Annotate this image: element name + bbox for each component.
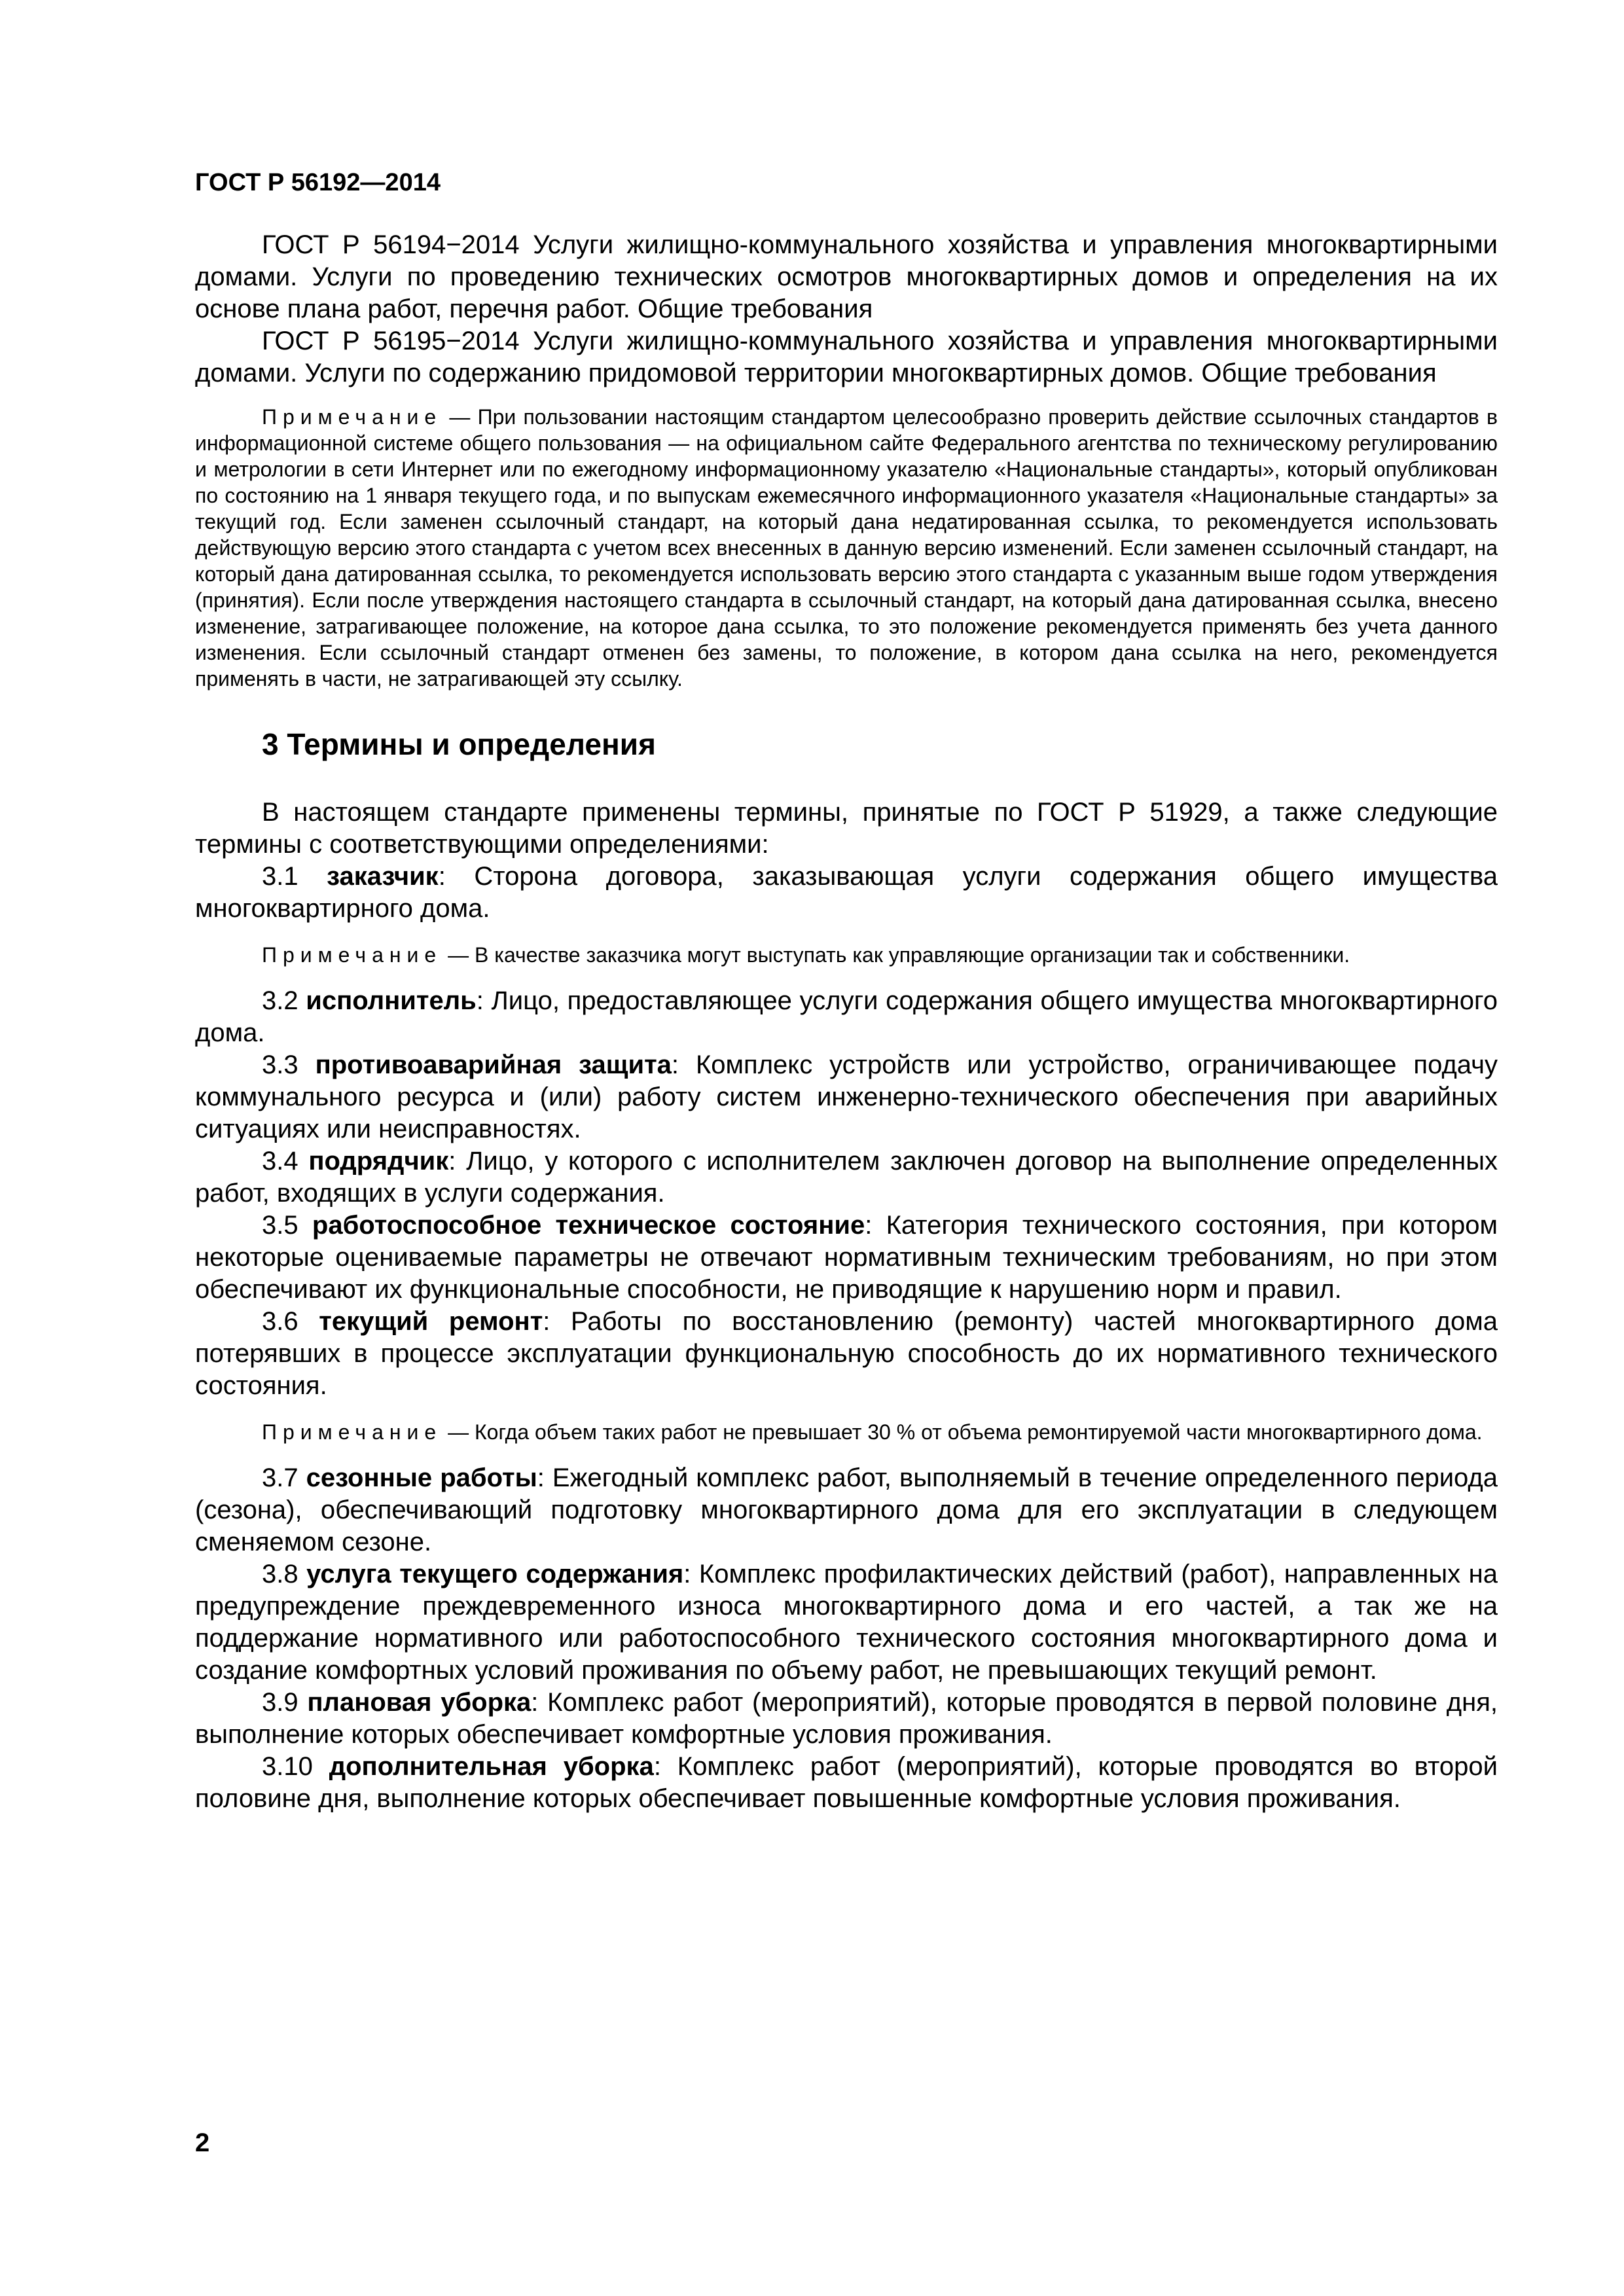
term-definition bbox=[195, 1306, 1498, 1402]
term-name: дополнительная уборка bbox=[329, 1752, 654, 1781]
term-name: исполнитель bbox=[306, 986, 477, 1015]
term-definition bbox=[195, 985, 1498, 1049]
note-label: Примечание bbox=[262, 405, 442, 429]
document-header: ГОСТ Р 56192—2014 bbox=[195, 169, 441, 196]
term-name: работоспособное техническое состояние bbox=[312, 1211, 865, 1240]
term-def: : Комплекс работ (мероприятий), которые проводятся во второй половине дня, выполнение которых обеспечивает повышенные комфортные условия проживания. bbox=[195, 1752, 1498, 1813]
term-definition bbox=[195, 1558, 1498, 1687]
term-name: плановая уборка bbox=[307, 1688, 532, 1717]
term-number: 3.10 bbox=[262, 1752, 329, 1781]
term-number: 3.9 bbox=[262, 1688, 308, 1717]
term-number: 3.1 bbox=[262, 862, 327, 891]
reference-entry: ГОСТ Р 56195−2014 Услуги жилищно-коммунального хозяйства и управления многоквартирными домами. Услуги по содержанию придомовой территории многоквартирных домов. Общие требования bbox=[195, 327, 1498, 387]
term-number: 3.5 bbox=[262, 1211, 312, 1240]
term-def: : Категория технического состояния, при котором некоторые оцениваемые параметры не отвечают нормативным техническим требованиям, но при этом обеспечивают их функциональные способности, не приводящие к нарушению норм и правил. bbox=[195, 1211, 1498, 1304]
note-label: Примечание bbox=[262, 1420, 442, 1444]
reference-entry: ГОСТ Р 56194−2014 Услуги жилищно-коммунального хозяйства и управления многоквартирными домами. Услуги по проведению технических осмотров многоквартирных домов и определения на их основе плана работ, перечня работ. Общие требования bbox=[195, 230, 1498, 323]
term-name: текущий ремонт bbox=[319, 1307, 543, 1336]
term-def: : Лицо, у которого с исполнителем заключен договор на выполнение определенных работ, входящих в услуги содержания. bbox=[195, 1147, 1498, 1208]
page-number: 2 bbox=[195, 2128, 210, 2157]
term-definition bbox=[195, 1687, 1498, 1751]
term-number: 3.7 bbox=[262, 1463, 306, 1492]
term-definition bbox=[195, 1462, 1498, 1558]
note-text: — При пользовании настоящим стандартом целесообразно проверить действие ссылочных стандартов в информационной системе общего пользования — на официальном сайте Федерального агентства по техническому регулированию и метрологии в сети Интернет или по ежегодному информационному указателю «Национальные стандарты», который опубликован по состоянию на 1 января текущего года, и по выпускам ежемесячного информационного указателя «Национальные стандарты» за текущий год. Если заменен ссылочный стандарт, на который дана недатированная ссылка, то рекомендуется использовать действующую версию этого стандарта с учетом всех внесенных в данную версию изменений. Если заменен ссылочный стандарт, на который дана датированная ссылка, то рекомендуется использовать версию этого стандарта с указанным выше годом утверждения (принятия). Если после утверждения настоящего стандарта в ссылочный стандарт, на который дана датированная ссылка, внесено изменение, затрагивающее положение, на которое дана ссылка, то это положение рекомендуется применять без учета данного изменения. Если ссылочный стандарт отменен без замены, то положение, в котором дана ссылка на него, рекомендуется применять в части, не затрагивающей эту ссылку. bbox=[195, 405, 1498, 691]
term-definition bbox=[195, 1751, 1498, 1815]
term-definition bbox=[195, 1049, 1498, 1145]
section-title: 3 Термины и определения bbox=[262, 727, 656, 761]
term-definition bbox=[195, 861, 1498, 925]
term-def: : Комплекс работ (мероприятий), которые проводятся в первой половине дня, выполнение которых обеспечивает комфортные условия проживания. bbox=[195, 1688, 1498, 1749]
term-number: 3.8 bbox=[262, 1560, 307, 1588]
term-name: сезонные работы bbox=[306, 1463, 537, 1492]
term-number: 3.6 bbox=[262, 1307, 319, 1336]
term-name: подрядчик bbox=[308, 1147, 449, 1175]
term-number: 3.2 bbox=[262, 986, 306, 1015]
term-note bbox=[195, 942, 1498, 968]
page-content bbox=[195, 229, 1498, 1815]
term-note bbox=[195, 1419, 1498, 1445]
term-name: противоаварийная защита bbox=[315, 1050, 672, 1079]
term-definition bbox=[195, 1145, 1498, 1210]
term-def: : Работы по восстановлению (ремонту) частей многоквартирного дома потерявших в процессе эксплуатации функциональную способность до их нормативного технического состояния. bbox=[195, 1307, 1498, 1400]
note-label: Примечание bbox=[262, 943, 442, 967]
term-def: : Сторона договора, заказывающая услуги содержания общего имущества многоквартирного дома. bbox=[195, 862, 1498, 923]
term-def: : Лицо, предоставляющее услуги содержания общего имущества многоквартирного дома. bbox=[195, 986, 1498, 1047]
note-text: — В качестве заказчика могут выступать как управляющие организации так и собственники. bbox=[442, 943, 1350, 967]
term-number: 3.4 bbox=[262, 1147, 309, 1175]
term-definition bbox=[195, 1210, 1498, 1306]
term-number: 3.3 bbox=[262, 1050, 316, 1079]
term-name: услуга текущего содержания bbox=[306, 1560, 684, 1588]
term-def: : Комплекс профилактических действий (работ), направленных на предупреждение преждевременного износа многоквартирного дома и его частей, а так же на поддержание нормативного или работоспособного технического состояния многоквартирного дома и создание комфортных условий проживания по объему работ, не превышающих текущий ремонт. bbox=[195, 1560, 1498, 1685]
term-def: : Ежегодный комплекс работ, выполняемый в течение определенного периода (сезона), обеспечивающий подготовку многоквартирного дома для его эксплуатации в следующем сменяемом сезоне. bbox=[195, 1463, 1498, 1556]
normative-references-note bbox=[195, 404, 1498, 692]
note-text: — Когда объем таких работ не превышает 30 % от объема ремонтируемой части многоквартирного дома. bbox=[442, 1420, 1483, 1444]
term-def: : Комплекс устройств или устройство, ограничивающее подачу коммунального ресурса и (или) работу систем инженерно-технического обеспечения при аварийных ситуациях или неисправностях. bbox=[195, 1050, 1498, 1143]
term-name: заказчик bbox=[327, 862, 439, 891]
section-intro: В настоящем стандарте применены термины, принятые по ГОСТ Р 51929, а также следующие термины с соответствующими определениями: bbox=[195, 798, 1498, 859]
